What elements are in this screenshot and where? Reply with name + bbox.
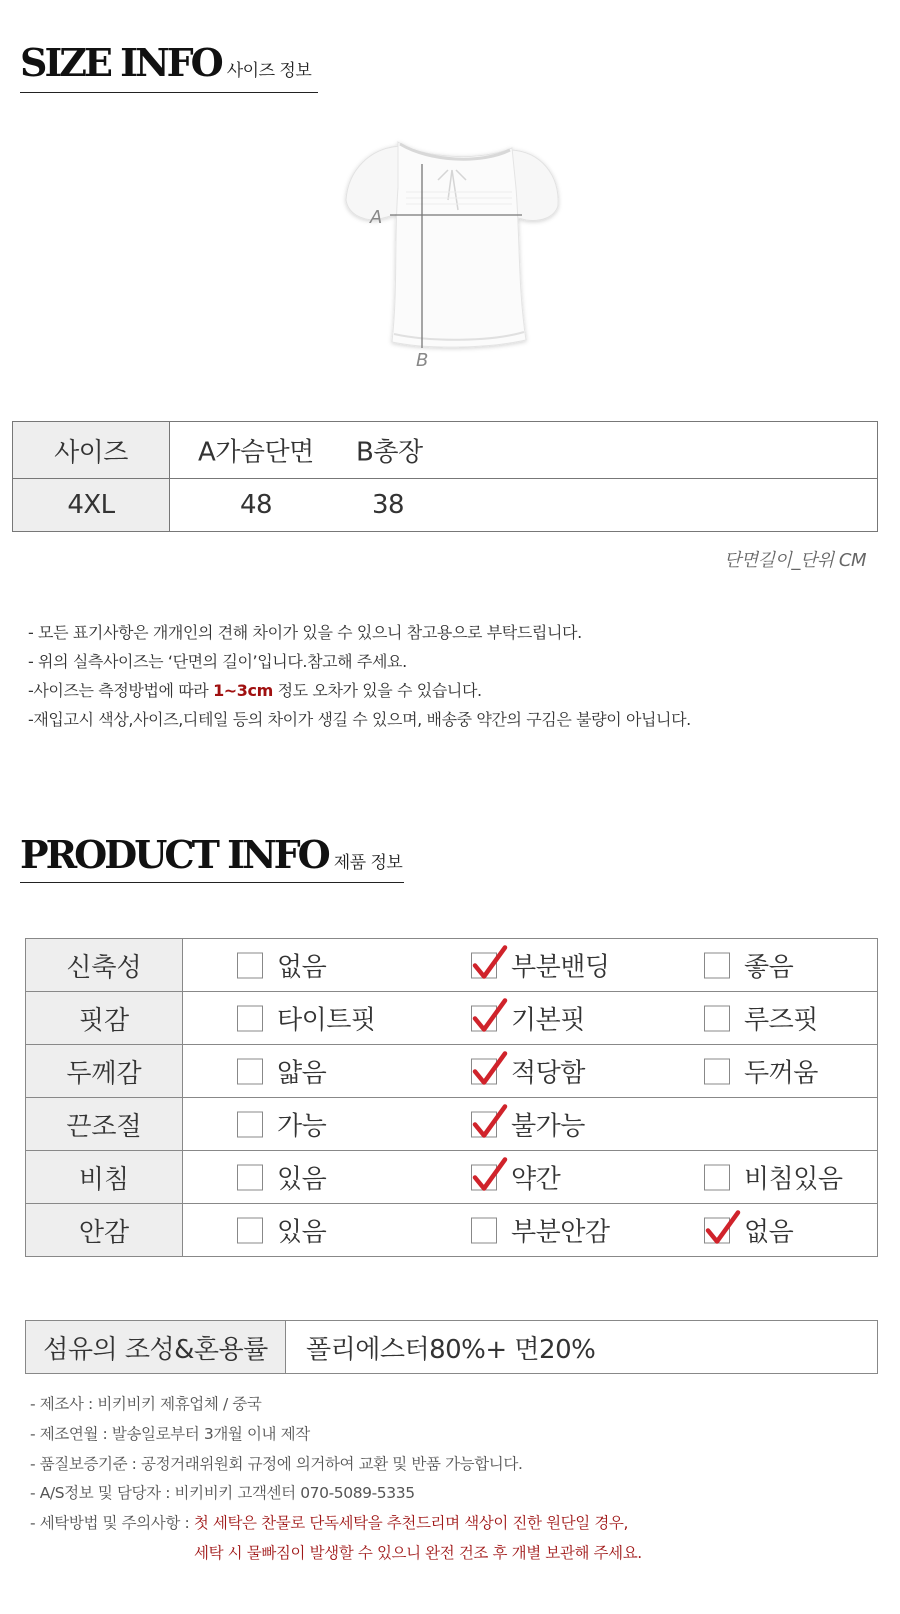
meta-wash-line1: 첫 세탁은 찬물로 단독세탁을 추천드리며 색상이 진한 원단일 경우, bbox=[193, 1514, 629, 1533]
meta-date: - 제조연월 : 발송일로부터 3개월 이내 제작 bbox=[30, 1424, 310, 1443]
product-row-options bbox=[183, 939, 878, 992]
option-label: 루즈핏 bbox=[744, 1005, 818, 1036]
option-item[interactable] bbox=[704, 1053, 818, 1090]
size-info-subtitle: 사이즈 정보 bbox=[226, 61, 312, 81]
option-label: 부분안감 bbox=[511, 1217, 610, 1248]
size-table bbox=[12, 421, 878, 532]
size-table-header-row bbox=[13, 422, 878, 479]
option-label: 비침있음 bbox=[744, 1164, 843, 1195]
product-row-elasticity bbox=[26, 939, 878, 992]
option-label: 있음 bbox=[277, 1217, 327, 1248]
option-label: 없음 bbox=[744, 1217, 794, 1248]
checkbox-unchecked[interactable] bbox=[237, 1005, 263, 1031]
option-label: 약간 bbox=[511, 1164, 561, 1195]
check-mark-icon bbox=[471, 943, 509, 981]
option-item[interactable] bbox=[471, 1159, 560, 1196]
option-label: 부분밴딩 bbox=[511, 952, 610, 983]
product-row-thickness bbox=[26, 1045, 878, 1098]
product-row-options bbox=[183, 992, 878, 1045]
checkbox-unchecked[interactable] bbox=[704, 1058, 730, 1084]
option-item[interactable] bbox=[704, 947, 793, 984]
measure-label-b: B bbox=[416, 350, 429, 371]
product-row-label: 두께감 bbox=[26, 1045, 183, 1098]
size-row-label: 4XL bbox=[13, 479, 170, 532]
option-item[interactable] bbox=[704, 1000, 818, 1037]
checkbox-unchecked[interactable] bbox=[704, 1164, 730, 1190]
garment-diagram bbox=[340, 128, 570, 378]
product-info-subtitle: 제품 정보 bbox=[333, 853, 403, 873]
product-info-table bbox=[25, 938, 878, 1257]
option-item[interactable] bbox=[237, 1053, 326, 1090]
product-row-options bbox=[183, 1045, 878, 1098]
checkbox-unchecked[interactable] bbox=[237, 952, 263, 978]
product-row-lining bbox=[26, 1204, 878, 1257]
product-row-label: 신축성 bbox=[26, 939, 183, 992]
meta-quality: - 품질보증기준 : 공정거래위원회 규정에 의거하여 교환 및 반품 가능합니다. bbox=[30, 1454, 523, 1473]
product-row-sheerness bbox=[26, 1151, 878, 1204]
option-item[interactable] bbox=[237, 947, 326, 984]
option-item[interactable] bbox=[237, 1212, 326, 1249]
option-item[interactable] bbox=[471, 947, 609, 984]
check-mark-icon bbox=[471, 1102, 509, 1140]
fiber-label: 섬유의 조성&혼용률 bbox=[26, 1321, 286, 1374]
option-label: 적당함 bbox=[511, 1058, 585, 1089]
size-note-3-prefix: -사이즈는 측정방법에 따라 bbox=[28, 681, 214, 700]
checkbox-checked[interactable] bbox=[704, 1217, 730, 1243]
meta-wash-line2: 세탁 시 물빠짐이 발생할 수 있으니 완전 건조 후 개별 보관해 주세요. bbox=[194, 1543, 642, 1562]
product-row-strap bbox=[26, 1098, 878, 1151]
option-label: 불가능 bbox=[511, 1111, 585, 1142]
size-table-row bbox=[13, 479, 878, 532]
product-info-rule bbox=[20, 882, 404, 883]
size-note-3-suffix: 정도 오차가 있을 수 있습니다. bbox=[272, 681, 482, 700]
size-header-label: 사이즈 bbox=[13, 422, 170, 479]
option-label: 없음 bbox=[277, 952, 327, 983]
option-item[interactable] bbox=[237, 1000, 375, 1037]
blouse-shape bbox=[346, 142, 558, 347]
checkbox-unchecked[interactable] bbox=[237, 1217, 263, 1243]
checkbox-checked[interactable] bbox=[471, 1164, 497, 1190]
option-item[interactable] bbox=[471, 1106, 585, 1143]
checkbox-unchecked[interactable] bbox=[704, 1005, 730, 1031]
option-item[interactable] bbox=[471, 1000, 585, 1037]
meta-as: - A/S정보 및 담당자 : 비키비키 고객센터 070-5089-5335 bbox=[30, 1484, 415, 1503]
option-item[interactable] bbox=[237, 1159, 326, 1196]
unit-note: 단면길이_단위 CM bbox=[723, 550, 866, 571]
meta-maker: - 제조사 : 비키비키 제휴업체 / 중국 bbox=[30, 1395, 262, 1413]
size-info-rule bbox=[20, 92, 318, 93]
size-header-values bbox=[170, 422, 878, 479]
product-info-header bbox=[20, 832, 402, 877]
option-item[interactable] bbox=[471, 1053, 585, 1090]
option-label: 얇음 bbox=[277, 1058, 327, 1089]
option-label: 두꺼움 bbox=[744, 1058, 818, 1089]
product-row-label: 끈조절 bbox=[26, 1098, 183, 1151]
checkbox-checked[interactable] bbox=[471, 1005, 497, 1031]
product-row-label: 안감 bbox=[26, 1204, 183, 1257]
option-label: 좋음 bbox=[744, 952, 794, 983]
option-item[interactable] bbox=[704, 1212, 793, 1249]
checkbox-unchecked[interactable] bbox=[237, 1164, 263, 1190]
checkbox-checked[interactable] bbox=[471, 1058, 497, 1084]
size-row-val-a: 48 bbox=[240, 490, 273, 520]
product-meta bbox=[30, 1390, 642, 1569]
checkbox-unchecked[interactable] bbox=[237, 1111, 263, 1137]
check-mark-icon bbox=[471, 1049, 509, 1087]
option-item[interactable] bbox=[237, 1106, 326, 1143]
size-note-3 bbox=[28, 676, 691, 705]
check-mark-icon bbox=[471, 1155, 509, 1193]
option-label: 타이트핏 bbox=[277, 1005, 376, 1036]
checkbox-checked[interactable] bbox=[471, 952, 497, 978]
size-notes bbox=[28, 618, 691, 734]
measure-label-a: A bbox=[370, 207, 383, 228]
product-info-title: PRODUCT INFO bbox=[20, 832, 328, 877]
product-row-label: 비침 bbox=[26, 1151, 183, 1204]
check-mark-icon bbox=[704, 1208, 742, 1246]
product-row-options bbox=[183, 1151, 878, 1204]
option-item[interactable] bbox=[704, 1159, 842, 1196]
size-header-col-a: A가슴단면 bbox=[198, 437, 314, 468]
size-row-values bbox=[170, 479, 878, 532]
checkbox-checked[interactable] bbox=[471, 1111, 497, 1137]
size-note-3-highlight: 1~3cm bbox=[213, 681, 273, 700]
checkbox-unchecked[interactable] bbox=[704, 952, 730, 978]
size-header-col-b: B총장 bbox=[356, 437, 423, 468]
size-note-2: - 위의 실측사이즈는 ‘단면의 길이’입니다.참고해 주세요. bbox=[28, 652, 407, 671]
size-info-title: SIZE INFO bbox=[20, 40, 221, 85]
option-label: 있음 bbox=[277, 1164, 327, 1195]
size-note-4: -재입고시 색상,사이즈,디테일 등의 차이가 생길 수 있으며, 배송중 약간의 구김은 불량이 아닙니다. bbox=[28, 710, 691, 729]
size-info-header bbox=[20, 40, 311, 85]
option-label: 가능 bbox=[277, 1111, 327, 1142]
option-item[interactable] bbox=[471, 1212, 609, 1249]
fiber-table bbox=[25, 1320, 878, 1374]
fiber-value: 폴리에스터80%+ 면20% bbox=[286, 1321, 878, 1374]
meta-wash bbox=[30, 1509, 642, 1539]
checkbox-unchecked[interactable] bbox=[237, 1058, 263, 1084]
checkbox-unchecked[interactable] bbox=[471, 1217, 497, 1243]
product-row-label: 핏감 bbox=[26, 992, 183, 1045]
check-mark-icon bbox=[471, 996, 509, 1034]
meta-wash-prefix: - 세탁방법 및 주의사항 : bbox=[30, 1514, 194, 1533]
size-note-1: - 모든 표기사항은 개개인의 견해 차이가 있을 수 있으니 참고용으로 부탁드립니다. bbox=[28, 623, 582, 642]
product-row-fit bbox=[26, 992, 878, 1045]
size-row-val-b: 38 bbox=[372, 490, 405, 520]
fiber-row bbox=[26, 1321, 878, 1374]
product-row-options bbox=[183, 1204, 878, 1257]
product-row-options bbox=[183, 1098, 878, 1151]
option-label: 기본핏 bbox=[511, 1005, 585, 1036]
